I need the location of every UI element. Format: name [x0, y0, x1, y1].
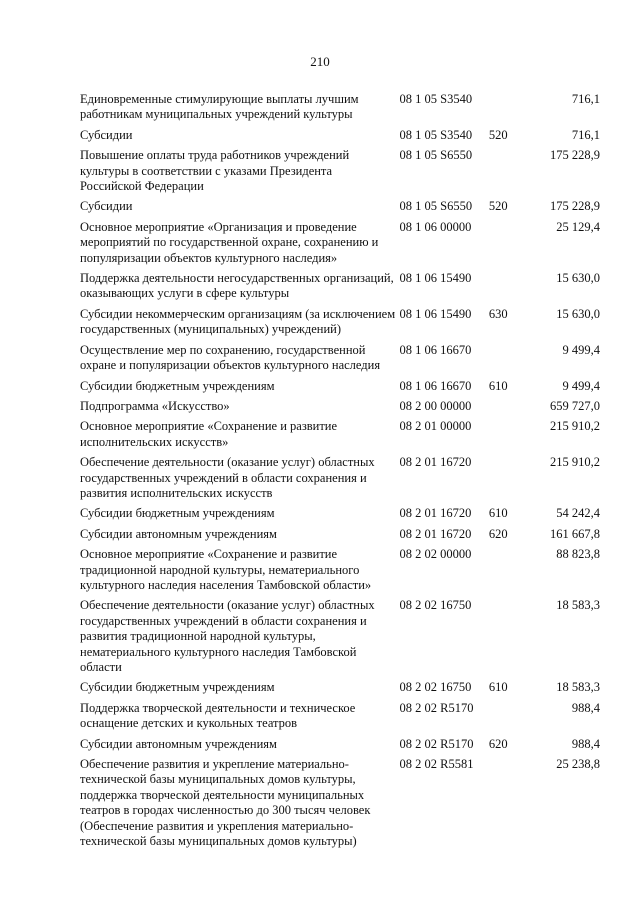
row-amount: 18 583,3: [556, 680, 600, 695]
row-code: 08 2 01 00000: [399, 419, 472, 434]
row-amount: 988,4: [571, 700, 600, 715]
row-amount: 9 499,4: [562, 378, 600, 393]
row-amount: 54 242,4: [556, 506, 600, 521]
row-amount: 88 823,8: [556, 547, 600, 562]
table-row: [80, 92, 600, 123]
row-code: 08 2 02 R5170: [399, 700, 474, 715]
row-name: Поддержка деятельности негосударственных организаций, оказывающих услуги в сфере культуры: [80, 271, 394, 301]
row-code: 08 2 01 16720: [399, 455, 472, 470]
table-row: [80, 701, 600, 732]
row-amount: 15 630,0: [556, 306, 600, 321]
row-code: 08 1 05 S3540: [399, 92, 473, 106]
table-row: [80, 128, 600, 143]
row-name: Основное мероприятие «Сохранение и развитие исполнительских искусств»: [80, 419, 338, 449]
table-row: [80, 455, 600, 501]
row-amount: 716,1: [571, 92, 600, 106]
row-name: Субсидии бюджетным учреждениям: [80, 506, 275, 521]
row-amount: 175 228,9: [550, 148, 600, 163]
row-name: Основное мероприятие «Организация и проведение мероприятий по государственной охране, сохранению и популяризации объектов культурного наследия»: [80, 219, 379, 265]
row-amount: 716,1: [571, 127, 600, 142]
row-amount: 9 499,4: [562, 342, 600, 357]
row-name: Субсидии автономным учреждениям: [80, 736, 277, 751]
row-code: 08 1 06 16670: [399, 378, 472, 393]
table-row: [80, 757, 600, 849]
row-name: Обеспечение деятельности (оказание услуг) областных государственных учреждений в области сохранения и развития исполнительских искусств: [80, 455, 375, 500]
table-row: [80, 199, 600, 214]
row-expense-kind: 610: [488, 506, 508, 521]
row-amount: 215 910,2: [550, 455, 600, 470]
row-code: 08 1 06 15490: [399, 306, 472, 321]
table-row: [80, 379, 600, 394]
row-code: 08 1 05 S6550: [399, 148, 473, 163]
table-row: [80, 680, 600, 695]
row-expense-kind: 520: [488, 127, 508, 142]
row-name: Субсидии некоммерческим организациям (за исключением государственных (муниципальных) учреждений): [80, 306, 396, 337]
row-code: 08 2 02 R5170: [399, 736, 474, 751]
row-code: 08 2 01 16720: [399, 506, 472, 521]
table-row: [80, 419, 600, 450]
row-expense-kind: 520: [488, 199, 508, 214]
row-code: 08 2 02 16750: [399, 680, 472, 695]
row-name: Подпрограмма «Искусство»: [80, 398, 230, 413]
row-code: 08 1 06 15490: [399, 271, 472, 286]
row-code: 08 1 06 16670: [399, 342, 472, 357]
row-expense-kind: 620: [488, 526, 508, 541]
row-code: 08 2 02 16750: [399, 598, 472, 613]
row-code: 08 2 02 00000: [399, 547, 472, 562]
row-name: Субсидии автономным учреждениям: [80, 526, 277, 541]
row-amount: 18 583,3: [556, 598, 600, 613]
table-row: [80, 527, 600, 542]
row-amount: 175 228,9: [550, 199, 600, 214]
row-code: 08 1 05 S3540: [399, 127, 473, 142]
row-amount: 215 910,2: [550, 419, 600, 434]
row-name: Основное мероприятие «Сохранение и развитие традиционной народной культуры, нематериального культурного наследия населения Тамбовской области»: [80, 547, 372, 592]
row-name: Субсидии: [80, 127, 133, 142]
row-amount: 25 238,8: [556, 757, 600, 772]
row-expense-kind: 620: [488, 736, 508, 751]
row-amount: 161 667,8: [550, 526, 600, 541]
table-row: [80, 148, 600, 194]
row-name: Субсидии бюджетным учреждениям: [80, 378, 275, 393]
row-name: Обеспечение развития и укрепление материально-технической базы муниципальных домов культуры, поддержка творческой деятельности муниципальных театров в городах численностью до 300 тысяч человек (Обеспечение развития и укрепления материально-технической базы муниципальных домов культуры): [80, 757, 371, 849]
table-row: [80, 399, 600, 414]
row-code: 08 1 05 S6550: [399, 199, 473, 214]
table-row: [80, 547, 600, 593]
table-row: [80, 220, 600, 266]
page-number: 210: [310, 54, 330, 69]
row-code: 08 2 02 R5581: [399, 757, 474, 772]
row-name: Поддержка творческой деятельности и техническое оснащение детских и кукольных театров: [80, 700, 356, 731]
row-name: Обеспечение деятельности (оказание услуг) областных государственных учреждений в области сохранения и развития традиционной народной культуры, нематериального культурного наследия Тамбовской области: [80, 598, 375, 674]
row-amount: 25 129,4: [556, 219, 600, 234]
table-row: [80, 307, 600, 338]
row-code: 08 1 06 00000: [399, 219, 472, 234]
budget-table: [80, 92, 600, 854]
row-name: Повышение оплаты труда работников учреждений культуры в соответствии с указами Президента Российской Федерации: [80, 148, 350, 194]
row-amount: 988,4: [571, 736, 600, 751]
row-name: Единовременные стимулирующие выплаты лучшим работникам муниципальных учреждений культуры: [80, 92, 359, 122]
table-row: [80, 737, 600, 752]
row-name: Субсидии бюджетным учреждениям: [80, 680, 275, 695]
row-amount: 659 727,0: [550, 398, 600, 413]
row-code: 08 2 00 00000: [399, 398, 472, 413]
table-row: [80, 343, 600, 374]
row-expense-kind: 630: [488, 306, 508, 321]
row-name: Осуществление мер по сохранению, государственной охране и популяризации объектов культурного наследия: [80, 342, 381, 373]
row-amount: 15 630,0: [556, 271, 600, 286]
row-name: Субсидии: [80, 199, 133, 214]
table-row: [80, 598, 600, 675]
row-expense-kind: 610: [488, 378, 508, 393]
row-code: 08 2 01 16720: [399, 526, 472, 541]
table-row: [80, 271, 600, 302]
row-expense-kind: 610: [488, 680, 508, 695]
table-row: [80, 506, 600, 521]
